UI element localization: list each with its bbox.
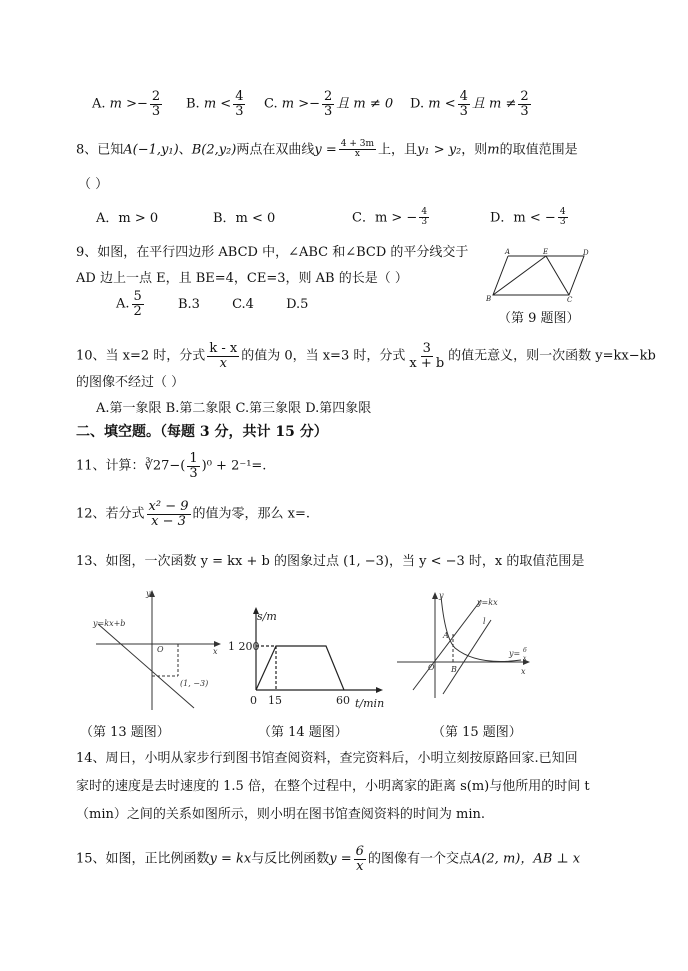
q9-figure-caption: （第 9 题图） <box>498 311 580 326</box>
svg-text:0: 0 <box>250 694 257 707</box>
q7-option-b-frac: $\frac{4}{3}$ <box>235 89 244 119</box>
svg-text:s/m: s/m <box>257 610 277 623</box>
q7-option-d-frac: $\frac{4}{3}$ <box>459 89 468 119</box>
q8-answer-paren: （ ） <box>78 177 109 192</box>
svg-text:C: C <box>567 296 573 303</box>
q9-line1: 9、如图，在平行四边形 ABCD 中，∠ABC 和∠BCD 的平分线交于 <box>76 245 469 260</box>
q7-option-a-frac: $\frac{2}{3}$ <box>151 89 161 119</box>
svg-text:E: E <box>543 248 549 256</box>
svg-text:y: y <box>439 591 444 600</box>
q7-option-a-expr: m >− <box>109 96 148 112</box>
q10-line2: 的图像不经过（ ） <box>76 375 185 390</box>
q7-options <box>92 90 164 118</box>
svg-text:D: D <box>583 249 589 257</box>
fig14-distance-time-graph <box>228 600 388 712</box>
q8-fraction: $\frac{4 + 3m}{x}$ <box>340 139 374 160</box>
svg-text:A: A <box>505 248 511 256</box>
q8-option-d: D．m < − $\frac{4}{3}$ <box>490 207 566 228</box>
svg-text:15: 15 <box>268 694 282 707</box>
q14-line3: （min）之间的关系如图所示，则小明在图书馆查阅资料的时间为 min. <box>76 807 485 822</box>
svg-text:B: B <box>486 295 492 303</box>
q7-option-c-frac: $\frac{2}{3}$ <box>324 89 333 119</box>
svg-text:B: B <box>451 665 457 674</box>
q7-option-c: C. m >− $\frac{2}{3}$ 且 m ≠ 0 <box>264 89 394 119</box>
q7-option-d: D. m < $\frac{4}{3}$ 且 m ≠ $\frac{2}{3}$ <box>410 89 529 119</box>
fig13-caption: （第 13 题图） <box>80 725 170 740</box>
svg-text:O: O <box>157 645 164 654</box>
q10-stem: 10、当 x=2 时，分式 $\frac{k - x}{x}$ 的值为 0，当 x=3 时，分式 $\frac{3}{x + b}$ 的值无意义，则一次函数 y=kx−kb <box>76 341 656 371</box>
q7-option-b: B. m < $\frac{4}{3}$ <box>186 89 244 119</box>
q11-stem: 11、计算：∛27−( $\frac{1}{3}$ )⁰ + 2⁻¹=. <box>76 451 267 481</box>
q8-option-a: A．m > 0 <box>96 211 159 226</box>
q15-stem: 15、如图，正比例函数y = kx与反比例函数y = $\frac{6}{x}$ 的图像有一个交点A(2, m)，AB ⊥ x <box>76 844 581 874</box>
q7-option-d-frac2: $\frac{2}{3}$ <box>520 89 529 119</box>
svg-text:y: y <box>146 589 151 598</box>
section-2-title: 二、填空题。（每题 3 分，共计 15 分） <box>76 424 328 440</box>
svg-text:y=kx+b: y=kx+b <box>93 619 126 628</box>
q9-parallelogram-figure <box>486 248 591 303</box>
svg-text:t/min: t/min <box>355 697 385 710</box>
svg-text:x: x <box>523 655 527 662</box>
svg-text:60: 60 <box>336 694 350 707</box>
q9-line2: AD 边上一点 E，且 BE=4，CE=3，则 AB 的长是（ ） <box>76 271 408 286</box>
svg-text:6: 6 <box>523 647 527 654</box>
fig13-linear-graph <box>88 588 223 713</box>
svg-text:1 200: 1 200 <box>228 640 260 653</box>
q7-option-a-label: A. <box>92 96 106 112</box>
fig15-caption: （第 15 题图） <box>432 725 522 740</box>
svg-text:x: x <box>521 667 526 676</box>
q8-stem: 8、已知A(−1,y₁)、B(2,y₂)两点在双曲线y = $\frac{4 + 3m}{x}$ 上，且y₁ > y₂，则m的取值范围是 <box>76 139 578 160</box>
q8-option-b: B．m < 0 <box>213 211 276 226</box>
q9-options: A. $\frac{5}{2}$ B.3 C.4 D.5 <box>116 289 309 319</box>
fig15-function-graph <box>395 590 535 702</box>
svg-text:(1, −3): (1, −3) <box>180 679 209 688</box>
svg-text:x: x <box>213 647 218 656</box>
svg-text:A: A <box>443 631 449 640</box>
svg-text:y=: y= <box>509 649 521 658</box>
q10-options: A.第一象限 B.第二象限 C.第三象限 D.第四象限 <box>96 401 372 416</box>
q8-option-c: C．m > − $\frac{4}{3}$ <box>352 207 428 228</box>
q12-stem: 12、若分式 $\frac{\text{x² − 9}}{x - 3}$ 的值为零，那么 x=. <box>76 499 311 529</box>
svg-text:O: O <box>428 663 435 672</box>
q14-line2: 家时的速度是去时速度的 1.5 倍，在整个过程中，小明离家的距离 s(m)与他所用的时间 t <box>76 779 590 794</box>
q13-stem: 13、如图，一次函数 y = kx + b 的图象过点 (1, −3)，当 y < −3 时，x 的取值范围是 <box>76 554 585 569</box>
q14-line1: 14、周日，小明从家步行到图书馆查阅资料，查完资料后，小明立刻按原路回家.已知回 <box>76 751 578 766</box>
svg-text:l: l <box>483 617 486 626</box>
svg-text:y=kx: y=kx <box>477 598 498 607</box>
fig14-caption: （第 14 题图） <box>258 725 348 740</box>
